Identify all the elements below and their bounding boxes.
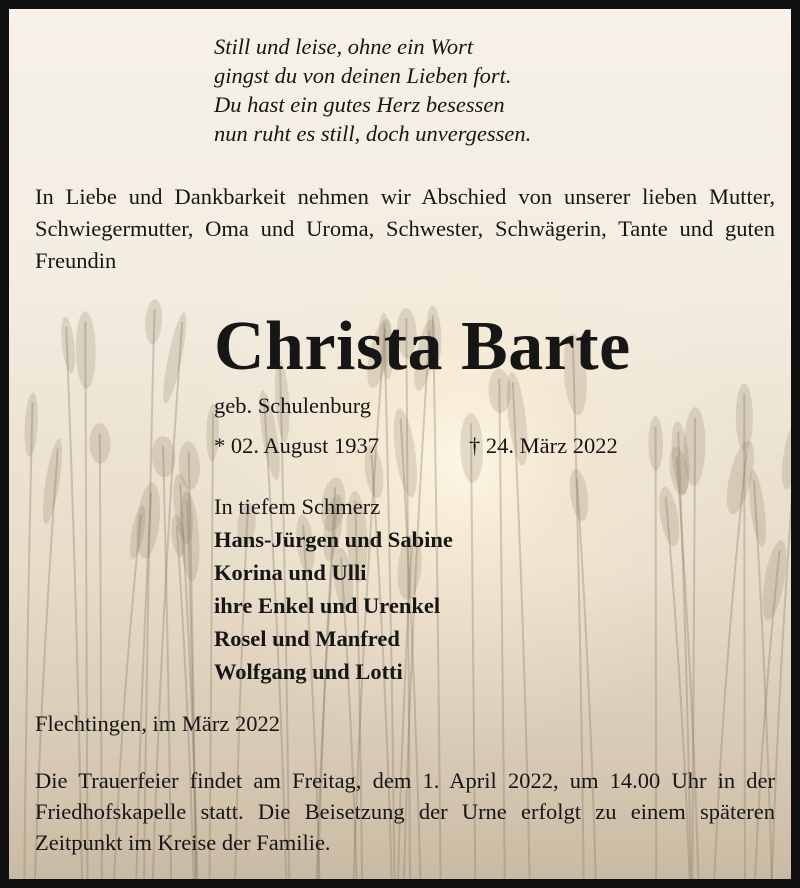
farewell-intro: In Liebe und Dankbarkeit nehmen wir Abschied von unserer lieben Mutter, Schwiegermutter, Oma und Uroma, Schwester, Schwägerin, Tante und guten Freundin (35, 184, 775, 273)
funeral-service-info: Die Trauerfeier findet am Freitag, dem 1. April 2022, um 14.00 Uhr in der Friedhofskapelle statt. Die Beisetzung der Urne erfolgt zu einem späteren Zeitpunkt im Kreise der Familie. (35, 768, 775, 855)
mourners-list (214, 490, 453, 688)
mourner-name: ihre Enkel und Urenkel (214, 593, 441, 618)
mourner-name: Wolfgang und Lotti (214, 659, 403, 684)
deceased-name: Christa Barte (214, 308, 631, 385)
death-date: † 24. März 2022 (469, 433, 618, 458)
mourner-name: Korina und Ulli (214, 560, 367, 585)
mourner-name: Hans-Jürgen und Sabine (214, 527, 453, 552)
memorial-poem (214, 32, 531, 148)
life-dates (214, 431, 618, 461)
poem-line: Still und leise, ohne ein Wort (214, 34, 474, 59)
poem-line: gingst du von deinen Lieben fort. (214, 63, 512, 88)
place-and-date: Flechtingen, im März 2022 (35, 711, 280, 736)
poem-line: Du hast ein gutes Herz besessen (214, 92, 505, 117)
notice-content (9, 9, 791, 879)
birth-date: * 02. August 1937 (214, 433, 380, 458)
poem-line: nun ruht es still, doch unvergessen. (214, 121, 532, 146)
mourner-name: Rosel und Manfred (214, 626, 400, 651)
birth-name: geb. Schulenburg (214, 393, 372, 418)
mourners-lead: In tiefem Schmerz (214, 494, 381, 519)
